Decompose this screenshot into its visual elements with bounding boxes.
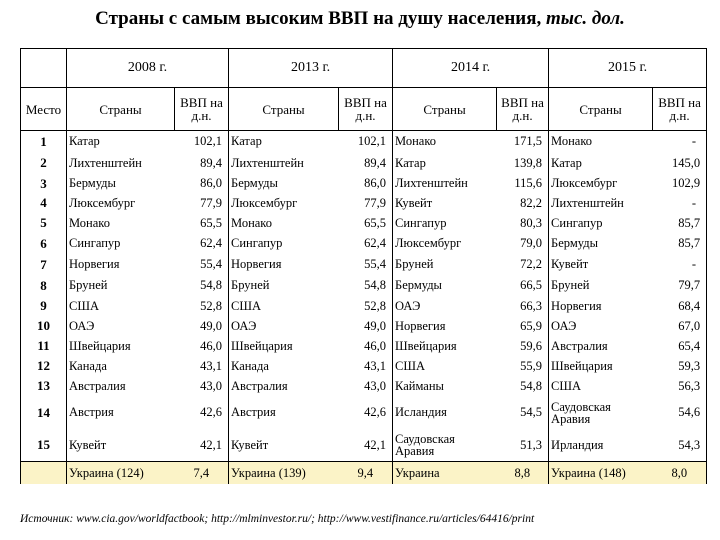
gdp-2015-cell: 67,0: [653, 316, 707, 336]
countries-header-2013: Страны: [229, 88, 339, 131]
gdp-2013-cell: 89,4: [339, 152, 393, 174]
country-2015-cell: Кувейт: [549, 254, 653, 275]
country-2014-cell: Лихтенштейн: [393, 174, 497, 193]
title-unit: тыс. дол.: [546, 8, 625, 29]
gdp-2015-cell: 54,3: [653, 429, 707, 462]
country-2013-cell: Швейцария: [229, 336, 339, 356]
year-2008-header: 2008 г.: [67, 49, 229, 88]
source-note: Источник: www.cia.gov/worldfactbook; http://mlminvestor.ru/; http://www.vestifinance.ru/articles/64416/print: [20, 513, 535, 525]
gdp-2015-cell: 59,3: [653, 356, 707, 376]
gdp-2013-cell: 86,0: [339, 174, 393, 193]
gdp-2014-cell: 65,9: [497, 316, 549, 336]
year-2014-header: 2014 г.: [393, 49, 549, 88]
page-title: [0, 8, 720, 30]
gdp-2014-cell: 82,2: [497, 193, 549, 213]
gdp-2008-cell: 49,0: [175, 316, 229, 336]
table-body: [21, 131, 707, 485]
place-cell: 1: [21, 131, 67, 153]
country-2008-cell: Канада: [67, 356, 175, 376]
countries-header-2014: Страны: [393, 88, 497, 131]
country-2015-cell: Норвегия: [549, 296, 653, 316]
place-cell: 8: [21, 275, 67, 296]
year-header-row: [21, 49, 707, 88]
country-2008-cell: Австралия: [67, 376, 175, 396]
gdp-2008-cell: 42,1: [175, 429, 229, 462]
table-row: [21, 396, 707, 429]
country-2013-cell: Лихтенштейн: [229, 152, 339, 174]
ukraine-gdp-2014: 8,8: [497, 462, 549, 485]
table-row: [21, 275, 707, 296]
gdp-2014-cell: 79,0: [497, 233, 549, 254]
place-cell: 2: [21, 152, 67, 174]
year-2015-header: 2015 г.: [549, 49, 707, 88]
ukraine-row: [21, 462, 707, 485]
country-2013-cell: Монако: [229, 213, 339, 233]
ukraine-country-2015: Украина (148): [549, 462, 653, 485]
gdp-2008-cell: 52,8: [175, 296, 229, 316]
country-2013-cell: Австрия: [229, 396, 339, 429]
gdp-2008-cell: 43,0: [175, 376, 229, 396]
country-2013-cell: Норвегия: [229, 254, 339, 275]
country-2014-cell: Бруней: [393, 254, 497, 275]
gdp-2013-cell: 42,6: [339, 396, 393, 429]
countries-header-2008: Страны: [67, 88, 175, 131]
gdp-2015-cell: 68,4: [653, 296, 707, 316]
country-2014-cell: Швейцария: [393, 336, 497, 356]
gdp-2014-cell: 80,3: [497, 213, 549, 233]
country-2014-cell: Исландия: [393, 396, 497, 429]
ukraine-gdp-2013: 9,4: [339, 462, 393, 485]
gdp-2014-cell: 54,5: [497, 396, 549, 429]
country-2013-cell: Бермуды: [229, 174, 339, 193]
country-2014-cell: Кувейт: [393, 193, 497, 213]
country-2014-cell: Люксембург: [393, 233, 497, 254]
country-2015-cell: Сингапур: [549, 213, 653, 233]
country-2013-cell: Бруней: [229, 275, 339, 296]
column-header-row: [21, 88, 707, 131]
gdp-header-2015: ВВП на д.н.: [653, 88, 707, 131]
gdp-2008-cell: 54,8: [175, 275, 229, 296]
gdp-2015-cell: 79,7: [653, 275, 707, 296]
gdp-2013-cell: 102,1: [339, 131, 393, 153]
gdp-2013-cell: 52,8: [339, 296, 393, 316]
gdp-table-container: [20, 48, 706, 484]
country-2015-cell: Бермуды: [549, 233, 653, 254]
country-2008-cell: Бермуды: [67, 174, 175, 193]
gdp-2014-cell: 115,6: [497, 174, 549, 193]
country-2015-cell: Лихтенштейн: [549, 193, 653, 213]
gdp-2015-cell: 65,4: [653, 336, 707, 356]
country-2008-cell: Лихтенштейн: [67, 152, 175, 174]
country-2013-cell: Люксембург: [229, 193, 339, 213]
place-cell: 11: [21, 336, 67, 356]
country-2008-cell: Австрия: [67, 396, 175, 429]
country-2008-cell: Катар: [67, 131, 175, 153]
gdp-2014-cell: 72,2: [497, 254, 549, 275]
gdp-2014-cell: 51,3: [497, 429, 549, 462]
table-row: [21, 213, 707, 233]
gdp-2008-cell: 65,5: [175, 213, 229, 233]
ukraine-country-2013: Украина (139): [229, 462, 339, 485]
place-cell: 15: [21, 429, 67, 462]
table-row: [21, 376, 707, 396]
gdp-2013-cell: 43,1: [339, 356, 393, 376]
place-cell: 7: [21, 254, 67, 275]
gdp-2014-cell: 139,8: [497, 152, 549, 174]
country-2014-cell: Саудовская Аравия: [393, 429, 497, 462]
gdp-2015-cell: 54,6: [653, 396, 707, 429]
ukraine-country-2008: Украина (124): [67, 462, 175, 485]
country-2008-cell: Люксембург: [67, 193, 175, 213]
country-2014-cell: Норвегия: [393, 316, 497, 336]
countries-header-2015: Страны: [549, 88, 653, 131]
ukraine-gdp-2008: 7,4: [175, 462, 229, 485]
table-row: [21, 233, 707, 254]
gdp-2008-cell: 62,4: [175, 233, 229, 254]
gdp-2015-cell: 145,0: [653, 152, 707, 174]
table-row: [21, 316, 707, 336]
country-2013-cell: Канада: [229, 356, 339, 376]
place-cell: 13: [21, 376, 67, 396]
ukraine-place-blank: [21, 462, 67, 485]
country-2015-cell: Саудовская Аравия: [549, 396, 653, 429]
country-2008-cell: Монако: [67, 213, 175, 233]
gdp-2008-cell: 102,1: [175, 131, 229, 153]
country-2013-cell: Австралия: [229, 376, 339, 396]
country-2013-cell: Сингапур: [229, 233, 339, 254]
country-2008-cell: Бруней: [67, 275, 175, 296]
country-2008-cell: ОАЭ: [67, 316, 175, 336]
country-2014-cell: Монако: [393, 131, 497, 153]
gdp-2008-cell: 86,0: [175, 174, 229, 193]
table-row: [21, 254, 707, 275]
gdp-2008-cell: 46,0: [175, 336, 229, 356]
gdp-2014-cell: 55,9: [497, 356, 549, 376]
place-cell: 6: [21, 233, 67, 254]
place-cell: 3: [21, 174, 67, 193]
table-row: [21, 152, 707, 174]
table-row: [21, 131, 707, 153]
gdp-2013-cell: 46,0: [339, 336, 393, 356]
ukraine-gdp-2015: 8,0: [653, 462, 707, 485]
country-2015-cell: США: [549, 376, 653, 396]
gdp-header-2013: ВВП на д.н.: [339, 88, 393, 131]
ukraine-country-2014: Украина: [393, 462, 497, 485]
gdp-2013-cell: 77,9: [339, 193, 393, 213]
gdp-2015-cell: 85,7: [653, 213, 707, 233]
place-header-blank: [21, 49, 67, 88]
gdp-2008-cell: 43,1: [175, 356, 229, 376]
table-row: [21, 174, 707, 193]
table-row: [21, 296, 707, 316]
gdp-2013-cell: 62,4: [339, 233, 393, 254]
country-2013-cell: ОАЭ: [229, 316, 339, 336]
place-cell: 4: [21, 193, 67, 213]
gdp-2014-cell: 59,6: [497, 336, 549, 356]
country-2014-cell: Кайманы: [393, 376, 497, 396]
country-2014-cell: Сингапур: [393, 213, 497, 233]
gdp-2013-cell: 55,4: [339, 254, 393, 275]
gdp-2008-cell: 55,4: [175, 254, 229, 275]
gdp-2015-cell: 85,7: [653, 233, 707, 254]
country-2008-cell: Сингапур: [67, 233, 175, 254]
gdp-2015-cell: 56,3: [653, 376, 707, 396]
gdp-2013-cell: 65,5: [339, 213, 393, 233]
place-cell: 12: [21, 356, 67, 376]
table-row: [21, 193, 707, 213]
place-cell: 5: [21, 213, 67, 233]
country-2015-cell: Бруней: [549, 275, 653, 296]
gdp-header-2014: ВВП на д.н.: [497, 88, 549, 131]
gdp-2015-cell: 102,9: [653, 174, 707, 193]
country-2014-cell: США: [393, 356, 497, 376]
country-2013-cell: США: [229, 296, 339, 316]
country-2015-cell: ОАЭ: [549, 316, 653, 336]
gdp-2015-cell: -: [653, 254, 707, 275]
country-2013-cell: Кувейт: [229, 429, 339, 462]
gdp-header-2008: ВВП на д.н.: [175, 88, 229, 131]
gdp-2013-cell: 43,0: [339, 376, 393, 396]
table-row: [21, 336, 707, 356]
table-row: [21, 356, 707, 376]
year-2013-header: 2013 г.: [229, 49, 393, 88]
country-2014-cell: Катар: [393, 152, 497, 174]
place-cell: 10: [21, 316, 67, 336]
country-2015-cell: Австралия: [549, 336, 653, 356]
gdp-2014-cell: 66,5: [497, 275, 549, 296]
country-2015-cell: Ирландия: [549, 429, 653, 462]
country-2008-cell: Швейцария: [67, 336, 175, 356]
place-header: Место: [21, 88, 67, 131]
country-2015-cell: Монако: [549, 131, 653, 153]
country-2008-cell: США: [67, 296, 175, 316]
gdp-2013-cell: 49,0: [339, 316, 393, 336]
gdp-2013-cell: 54,8: [339, 275, 393, 296]
gdp-2008-cell: 89,4: [175, 152, 229, 174]
country-2015-cell: Катар: [549, 152, 653, 174]
gdp-table: [20, 48, 707, 484]
place-cell: 9: [21, 296, 67, 316]
country-2013-cell: Катар: [229, 131, 339, 153]
gdp-2015-cell: -: [653, 193, 707, 213]
gdp-2014-cell: 66,3: [497, 296, 549, 316]
place-cell: 14: [21, 396, 67, 429]
gdp-2014-cell: 171,5: [497, 131, 549, 153]
country-2008-cell: Кувейт: [67, 429, 175, 462]
gdp-2008-cell: 42,6: [175, 396, 229, 429]
gdp-2014-cell: 54,8: [497, 376, 549, 396]
country-2015-cell: Люксембург: [549, 174, 653, 193]
country-2014-cell: Бермуды: [393, 275, 497, 296]
title-main: Страны с самым высоким ВВП на душу населения,: [95, 8, 542, 29]
country-2008-cell: Норвегия: [67, 254, 175, 275]
country-2015-cell: Швейцария: [549, 356, 653, 376]
gdp-2013-cell: 42,1: [339, 429, 393, 462]
table-row: [21, 429, 707, 462]
country-2014-cell: ОАЭ: [393, 296, 497, 316]
gdp-2008-cell: 77,9: [175, 193, 229, 213]
gdp-2015-cell: -: [653, 131, 707, 153]
